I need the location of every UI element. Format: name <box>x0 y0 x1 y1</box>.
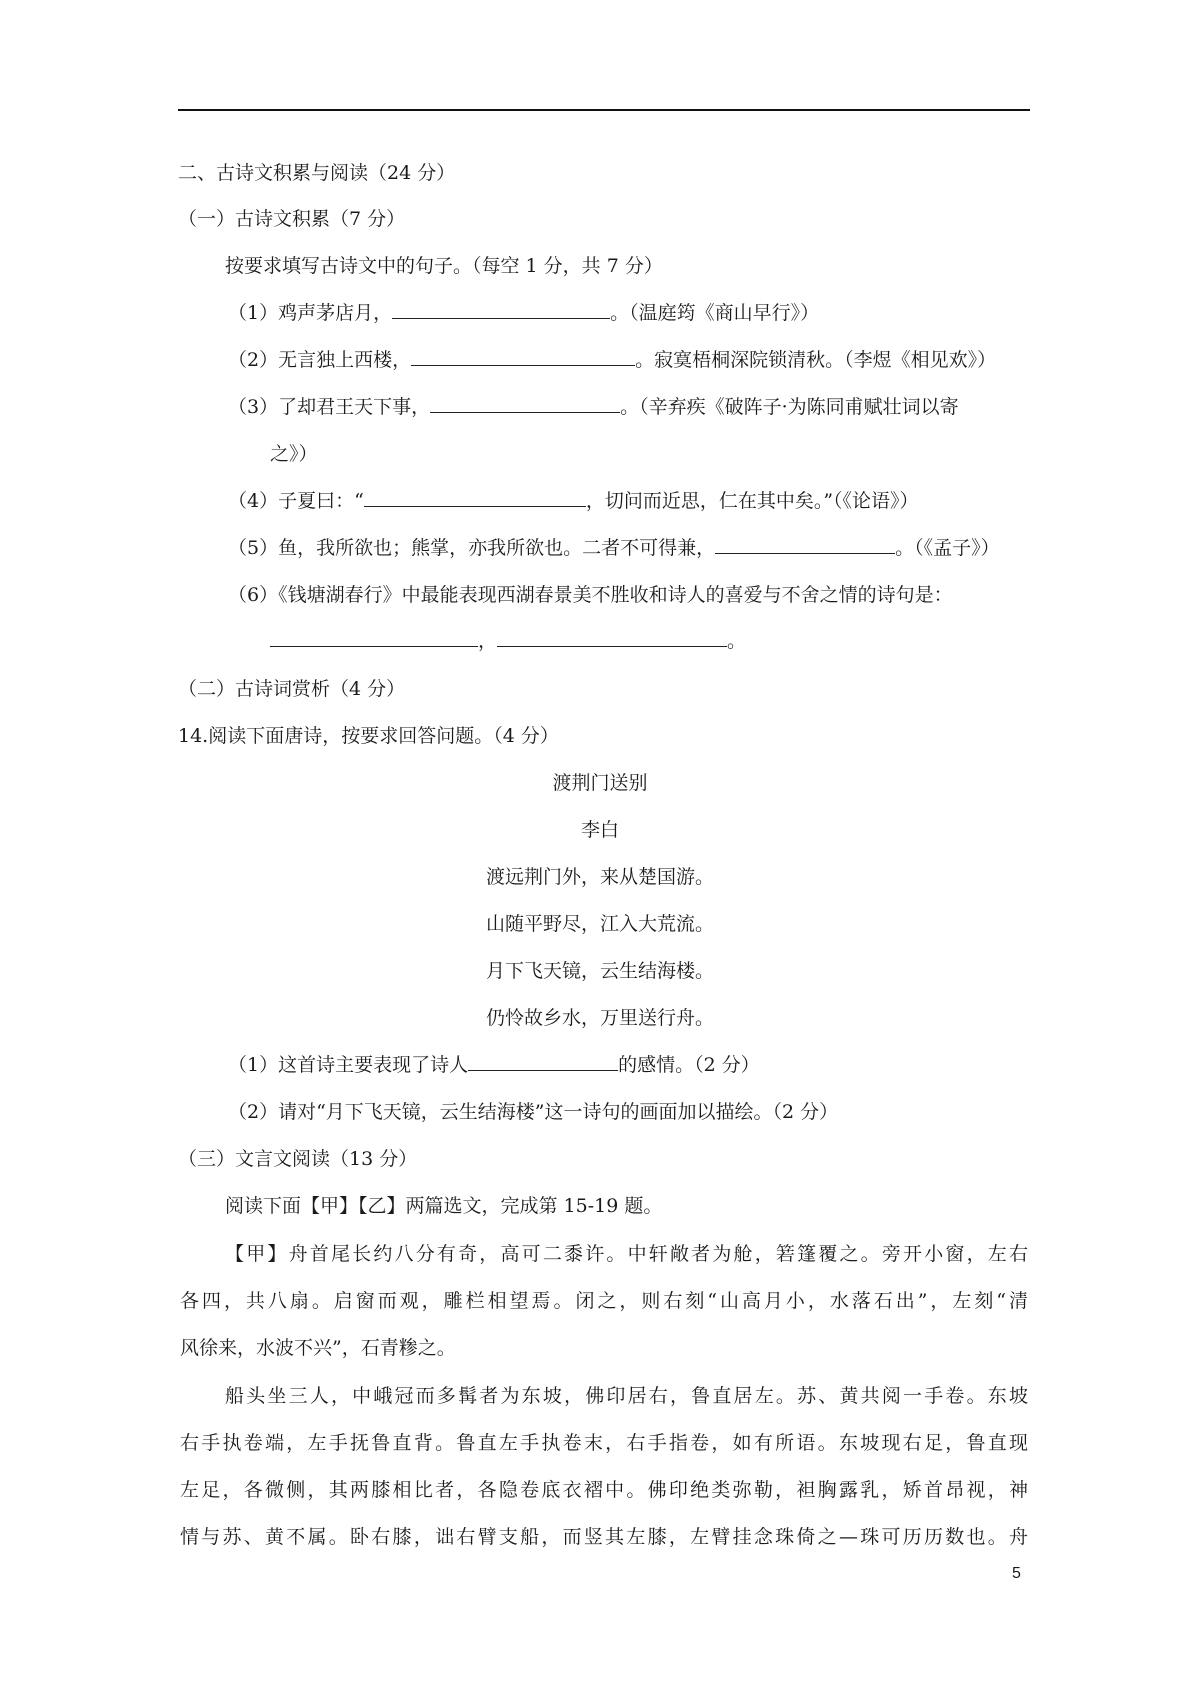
passage-jia-line: 各四，共八扇。启窗而观，雕栏相望焉。闭之，则右刻“山高月小，水落石出”，左刻“清 <box>180 1290 1028 1312</box>
question-1-source: 。（温庭筠《商山早行》） <box>610 302 820 324</box>
question-5 <box>228 535 1000 561</box>
header-rule <box>178 109 1030 111</box>
question-3-prompt: （3）了却君王天下事， <box>228 396 431 418</box>
question-1 <box>228 300 819 326</box>
question-14: 14.阅读下面唐诗，按要求回答问题。（4 分） <box>178 725 559 747</box>
question-2-prompt: （2）无言独上西楼， <box>228 349 412 371</box>
question-6: （6）《钱塘湖春行》中最能表现西湖春景美不胜收和诗人的喜爱与不舍之情的诗句是： <box>228 584 953 606</box>
answer-blank-6a[interactable] <box>270 628 478 647</box>
part2-title: （二）古诗词赏析（4 分） <box>178 678 406 700</box>
poem-line: 山随平野尽，江入大荒流。 <box>485 913 714 935</box>
question-5-source: 。（《孟子》） <box>895 537 1000 559</box>
question-4 <box>228 488 919 514</box>
question-6-comma: ， <box>478 630 498 652</box>
question-3-source: 。（辛弃疾《破阵子·为陈同甫赋壮词以寄 <box>620 396 959 418</box>
part3-title: （三）文言文阅读（13 分） <box>178 1148 418 1170</box>
question-14-1 <box>228 1052 760 1078</box>
answer-blank-2[interactable] <box>411 347 635 366</box>
answer-blank-6b[interactable] <box>497 628 727 647</box>
answer-blank-3[interactable] <box>430 394 620 413</box>
answer-blank-4[interactable] <box>364 488 586 507</box>
passage-line: 右手执卷端，左手抚鲁直背。鲁直左手执卷末，右手指卷，如有所语。东坡现右足，鲁直现 <box>180 1432 1028 1454</box>
poem-line: 渡远荆门外，来从楚国游。 <box>485 866 714 888</box>
answer-blank-14-1[interactable] <box>468 1052 618 1071</box>
section-title: 二、古诗文积累与阅读（24 分） <box>178 162 456 184</box>
question-2 <box>228 347 996 373</box>
question-4-prompt: （4）子夏曰：“ <box>228 490 364 512</box>
passage-jia-line: 【甲】舟首尾长约八分有奇，高可二黍许。中轩敞者为舱，箬篷覆之。旁开小窗，左右 <box>225 1243 1028 1265</box>
poem-line: 仍怜故乡水，万里送行舟。 <box>485 1007 714 1029</box>
question-6-answers <box>270 628 746 654</box>
answer-blank-5[interactable] <box>715 535 895 554</box>
poem-title: 渡荆门送别 <box>552 772 648 794</box>
passage-line: 左足，各微侧，其两膝相比者，各隐卷底衣褶中。佛印绝类弥勒，袒胸露乳，矫首昂视，神 <box>180 1479 1028 1501</box>
question-1-prompt: （1）鸡声茅店月， <box>228 302 393 324</box>
poem-line: 月下飞天镜，云生结海楼。 <box>485 960 714 982</box>
question-14-1-score: 的感情。（2 分） <box>618 1054 760 1076</box>
passage-jia-line: 风徐来，水波不兴”，石青糁之。 <box>180 1337 456 1359</box>
poem-author: 李白 <box>580 819 619 841</box>
passage-line: 情与苏、黄不属。卧右膝，诎右臂支船，而竖其左膝，左臂挂念珠倚之—珠可历历数也。舟 <box>180 1526 1028 1548</box>
question-14-1-prompt: （1）这首诗主要表现了诗人 <box>228 1054 469 1076</box>
question-5-prompt: （5）鱼，我所欲也；熊掌，亦我所欲也。二者不可得兼， <box>228 537 716 559</box>
page-number: 5 <box>1012 1565 1021 1582</box>
question-3-continuation: 之》） <box>270 443 318 465</box>
question-3 <box>228 394 959 420</box>
question-2-source: 。寂寞梧桐深院锁清秋。（李煜《相见欢》） <box>635 349 997 371</box>
part1-title: （一）古诗文积累（7 分） <box>178 208 406 230</box>
question-4-source: ，切问而近思，仁在其中矣。”（《论语》） <box>585 490 919 512</box>
passage-line: 船头坐三人，中峨冠而多髯者为东坡，佛印居右，鲁直居左。苏、黄共阅一手卷。东坡 <box>225 1385 1028 1407</box>
reading-intro: 阅读下面【甲】【乙】两篇选文，完成第 15-19 题。 <box>225 1195 663 1217</box>
instruction: 按要求填写古诗文中的句子。（每空 1 分，共 7 分） <box>225 255 663 277</box>
answer-blank-1[interactable] <box>392 300 610 319</box>
question-6-period: 。 <box>727 630 747 652</box>
question-14-2: （2）请对“月下飞天镜，云生结海楼”这一诗句的画面加以描绘。（2 分） <box>228 1101 839 1123</box>
